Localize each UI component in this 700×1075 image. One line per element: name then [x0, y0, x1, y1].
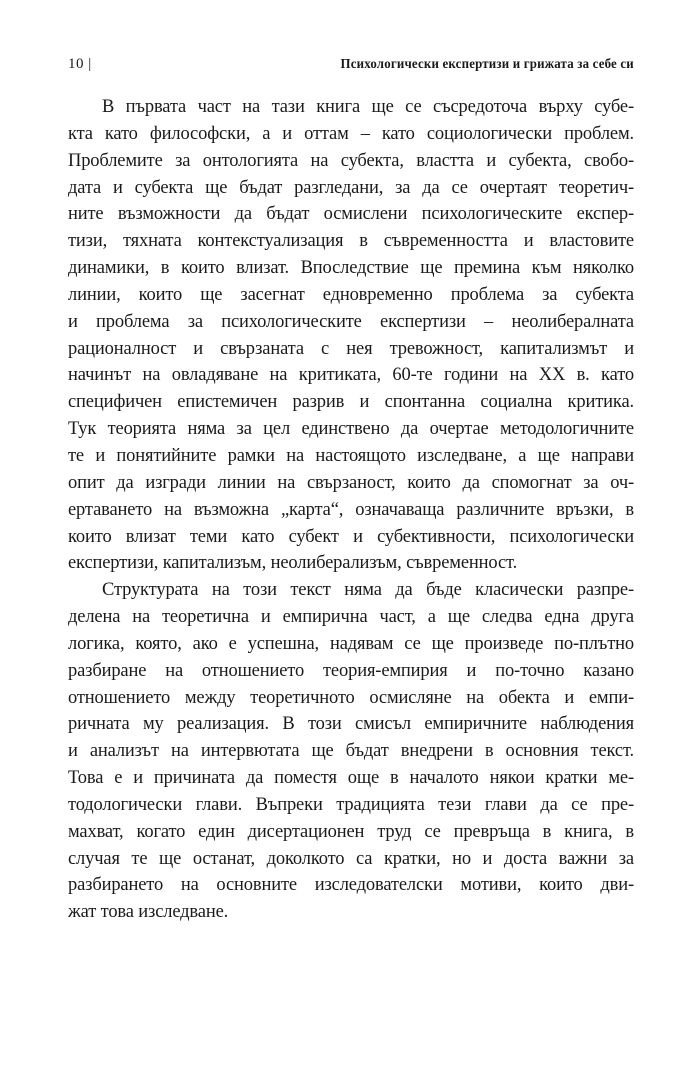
text-line: опит да изгради линии на свързаност, които да спомогнат за оч- [68, 472, 634, 493]
text-line: тодологически глави. Въпреки традицията тези глави да се пре- [68, 794, 634, 815]
text-line: линии, които ще засегнат едновременно проблема за субекта [68, 284, 634, 305]
running-title: Психологически експертизи и грижата за себе си [340, 57, 634, 72]
text-line: В първата част на тази книга ще се съсредоточа върху субе- [102, 97, 634, 117]
body-text [68, 94, 634, 926]
paragraph-1 [68, 94, 634, 577]
text-line: разбиране на отношението теория-емпирия и по-точно казано [68, 660, 634, 681]
page-header [68, 56, 634, 78]
text-line: динамики, в които влизат. Впоследствие ще премина към няколко [68, 258, 634, 279]
text-line: делена на теоретична и емпирична част, а ще следва една друга [68, 607, 634, 628]
text-line: които влизат теми като субект и субективности, психологически [68, 526, 634, 547]
text-line: начинът на овладяване на критиката, 60-те години на XX в. като [68, 365, 634, 386]
text-line: ричната му реализация. В този смисъл емпиричните наблюдения [68, 714, 634, 735]
text-line: специфичен епистемичен разрив и спонтанна социална критика. [68, 392, 634, 413]
text-line: експертизи, капитализъм, неолиберализъм, съвременност. [68, 553, 518, 574]
text-line: ертаването на възможна „карта“, означаваща различните връзки, в [68, 499, 634, 520]
text-line: случая те ще останат, доколкото са кратки, но и доста важни за [68, 848, 634, 869]
text-line: жат това изследване. [68, 902, 229, 923]
text-line: ните възможности да бъдат осмислени психологическите експер- [68, 204, 634, 225]
page-number: 10 | [68, 56, 92, 72]
text-line: логика, която, ако е успешна, надявам се ще произведе по-плътно [68, 633, 634, 654]
text-line: Тук теорията няма за цел единствено да очертае методологичните [68, 419, 634, 440]
text-line: кта като философски, а и оттам – като социологически проблем. [68, 123, 634, 144]
text-line: те и понятийните рамки на настоящото изследване, а ще направи [68, 445, 634, 466]
text-line: рационалност и свързаната с нея тревожност, капитализмът и [68, 338, 634, 359]
text-line: и анализът на интервютата ще бъдат внедрени в основния текст. [68, 741, 634, 762]
paragraph-2 [68, 577, 634, 926]
text-line: Проблемите за онтологията на субекта, властта и субекта, свобо- [68, 150, 634, 171]
text-line: Структурата на този текст няма да бъде класически разпре- [102, 580, 634, 601]
text-line: отношението между теоретичното осмисляне на обекта и емпи- [68, 687, 634, 708]
text-line: дата и субекта ще бъдат разгледани, за да се очертаят теоретич- [68, 177, 634, 198]
text-line: тизи, тяхната контекстуализация в съвременността и властовите [68, 231, 634, 252]
text-line: и проблема за психологическите експертизи – неолибералната [68, 311, 634, 332]
text-line: махват, когато един дисертационен труд се превръща в книга, в [68, 821, 634, 842]
text-line: разбирането на основните изследователски мотиви, които дви- [68, 875, 634, 896]
text-line: Това е и причината да поместя още в началото някои кратки ме- [68, 768, 634, 789]
